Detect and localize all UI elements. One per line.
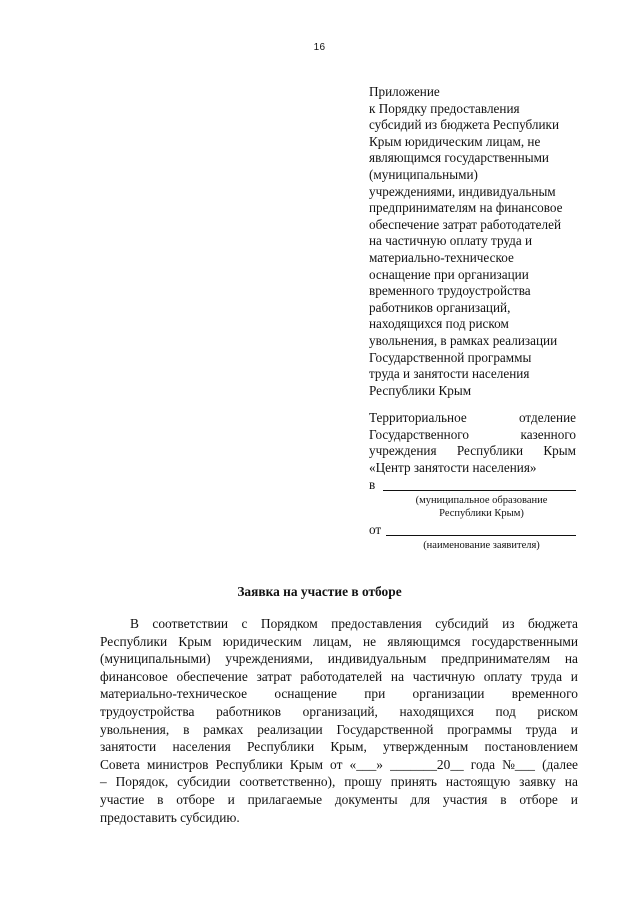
body-word: организаций, <box>302 703 378 719</box>
body-word: бюджета <box>527 616 578 631</box>
appendix-block <box>369 84 589 399</box>
body-word: предпринимателям <box>441 651 551 667</box>
body-word: рамках <box>203 721 244 737</box>
body-word: индивидуальным <box>327 651 427 667</box>
appendix-line: предпринимателям на финансовое <box>369 200 563 216</box>
body-word: государственными <box>471 633 578 649</box>
body-word: находящихся <box>399 703 474 719</box>
body-word: на <box>564 651 578 667</box>
body-word: отборе <box>519 791 558 807</box>
body-word: «___» <box>349 756 383 772</box>
body-line <box>100 756 578 774</box>
recipient-word: Территориальное <box>369 410 467 425</box>
body-word: Крым <box>178 633 212 649</box>
appendix-line: Приложение <box>369 84 440 99</box>
recipient-line <box>369 410 576 427</box>
body-word: года <box>470 756 496 772</box>
body-word: для <box>410 791 431 807</box>
body-word: риском <box>537 703 578 719</box>
body-word: Республики <box>100 633 168 649</box>
body-word: участие <box>100 791 145 807</box>
appendix-line: на частичную оплату труда и <box>369 233 533 249</box>
municipality-blank-line <box>383 478 576 491</box>
body-word: министров <box>146 756 209 772</box>
body-word: Совета <box>100 756 140 772</box>
body-word: обеспечение <box>176 668 248 684</box>
body-word: трудоустройства <box>100 703 195 719</box>
recipient-block <box>369 410 576 552</box>
body-word: труда <box>525 721 557 737</box>
body-word: являющимся <box>387 633 461 649</box>
applicant-label: от <box>369 521 382 537</box>
body-word: прошу <box>344 774 382 790</box>
body-word: отборе <box>176 791 215 807</box>
body-word: субсидий <box>435 616 489 631</box>
municipality-label: в <box>369 477 376 493</box>
body-word: и <box>227 791 235 807</box>
body-word: в <box>500 791 507 807</box>
body-word: временного <box>511 686 578 702</box>
municipality-field <box>369 477 576 494</box>
body-word: работодателей <box>300 668 383 684</box>
recipient-word: Государственного <box>369 426 469 442</box>
body-word: документы <box>334 791 398 807</box>
appendix-line: Государственной программы <box>369 349 532 365</box>
body-word: участия <box>442 791 488 807</box>
body-word: и <box>570 668 578 684</box>
body-word: соответственно), <box>239 774 336 790</box>
body-line <box>100 721 578 739</box>
body-line <box>100 685 578 703</box>
document-title: Заявка на участие в отборе <box>237 584 402 599</box>
body-line <box>100 738 578 756</box>
body-line <box>100 703 578 721</box>
body-word: увольнения, <box>100 721 170 737</box>
body-word: от <box>330 756 343 772</box>
body-word: Крым <box>289 756 323 772</box>
body-line <box>100 668 578 686</box>
appendix-line: Крым юридическим лицам, не <box>369 133 541 149</box>
body-word: финансовое <box>100 668 168 684</box>
appendix-line: временного трудоустройства <box>369 283 531 299</box>
body-line <box>100 791 578 809</box>
appendix-line: являющимся государственными <box>369 150 549 166</box>
applicant-blank-line <box>386 523 576 536</box>
recipient-word: учреждения <box>369 443 437 459</box>
page-number: 16 <box>313 42 326 53</box>
body-word: на <box>390 668 405 684</box>
body-line <box>100 650 578 668</box>
body-word: не <box>362 633 377 649</box>
body-word: Порядок, <box>115 774 169 790</box>
recipient-line: «Центр занятости населения» <box>369 459 537 475</box>
body-word: в <box>183 721 190 737</box>
body-word: частичную <box>412 668 475 684</box>
body-word: Республики <box>215 756 283 772</box>
body-word: Государственной <box>336 721 434 737</box>
recipient-line <box>369 427 576 444</box>
body-line <box>100 773 578 791</box>
body-word: юридическим <box>222 633 302 649</box>
body-word: Порядком <box>260 616 318 631</box>
appendix-line: субсидий из бюджета Республики <box>369 117 560 133</box>
body-word: прилагаемые <box>247 791 323 807</box>
appendix-line: (муниципальными) <box>369 166 478 182</box>
municipality-caption: (муниципальное образование <box>415 494 548 506</box>
body-word: соответствии <box>152 616 229 631</box>
appendix-line: обеспечение затрат работодателей <box>369 216 562 232</box>
appendix-line: материально-техническое <box>369 249 514 265</box>
body-word: при <box>364 686 386 702</box>
appendix-line: работников организаций, <box>369 299 511 315</box>
body-word: реализации <box>257 721 323 737</box>
body-word: Крым, <box>330 739 367 755</box>
body-word: занятости <box>100 739 157 755</box>
body-word: из <box>502 616 515 631</box>
appendix-line: к Порядку предоставления <box>369 100 520 116</box>
body-line: предоставить субсидию. <box>100 809 240 825</box>
body-word: Республики <box>246 739 315 755</box>
body-word: работников <box>216 703 282 719</box>
appendix-line: оснащение при организации <box>369 266 529 282</box>
body-word: настоящую <box>445 774 511 790</box>
body-word: затрат <box>256 668 292 684</box>
body-word: лицам, <box>312 633 352 649</box>
body-word: организации <box>412 686 485 702</box>
body-word: В <box>130 616 139 631</box>
body-word: заявку <box>519 774 556 790</box>
body-word: под <box>495 703 516 719</box>
body-word: оплату <box>483 668 523 684</box>
appendix-line: увольнения, в рамках реализации <box>369 332 558 348</box>
body-word: труда <box>530 668 563 684</box>
body-word: и <box>570 721 578 737</box>
recipient-line <box>369 443 576 460</box>
body-word: на <box>564 774 578 790</box>
body-line <box>100 615 578 633</box>
body-word: с <box>241 616 248 631</box>
municipality-caption: Республики Крым) <box>439 507 524 519</box>
body-word: принять <box>390 774 438 790</box>
body-word: _______20__ <box>390 756 464 772</box>
body-word: оснащение <box>274 686 337 702</box>
body-word: субсидии <box>177 774 231 790</box>
recipient-word: Крым <box>543 443 576 459</box>
appendix-line: учреждениями, индивидуальным <box>369 183 556 199</box>
appendix-line: Республики Крым <box>369 382 472 398</box>
body-word: в <box>157 791 164 807</box>
body-word: программы <box>447 721 512 737</box>
body-word: (муниципальными) <box>100 651 211 667</box>
body-word: предоставления <box>331 616 422 631</box>
body-word: утвержденным <box>383 739 469 755</box>
body-word: №___ <box>502 756 535 772</box>
body-word: учреждениями, <box>225 651 313 667</box>
body-word: постановлением <box>484 739 578 755</box>
body-word: и <box>570 791 578 807</box>
appendix-line: труда и занятости населения <box>369 366 530 382</box>
body-paragraph <box>100 615 578 826</box>
body-word: материально-техническое <box>100 686 248 702</box>
recipient-word: казенного <box>520 426 576 442</box>
body-word: – <box>100 774 107 790</box>
body-word: населения <box>172 739 231 755</box>
applicant-field <box>369 522 576 539</box>
recipient-word: отделение <box>519 410 576 425</box>
appendix-line: находящихся под риском <box>369 316 509 332</box>
applicant-caption: (наименование заявителя) <box>423 539 540 551</box>
body-line <box>100 633 578 651</box>
recipient-word: Республики <box>456 443 524 459</box>
body-word: (далее <box>542 756 578 772</box>
